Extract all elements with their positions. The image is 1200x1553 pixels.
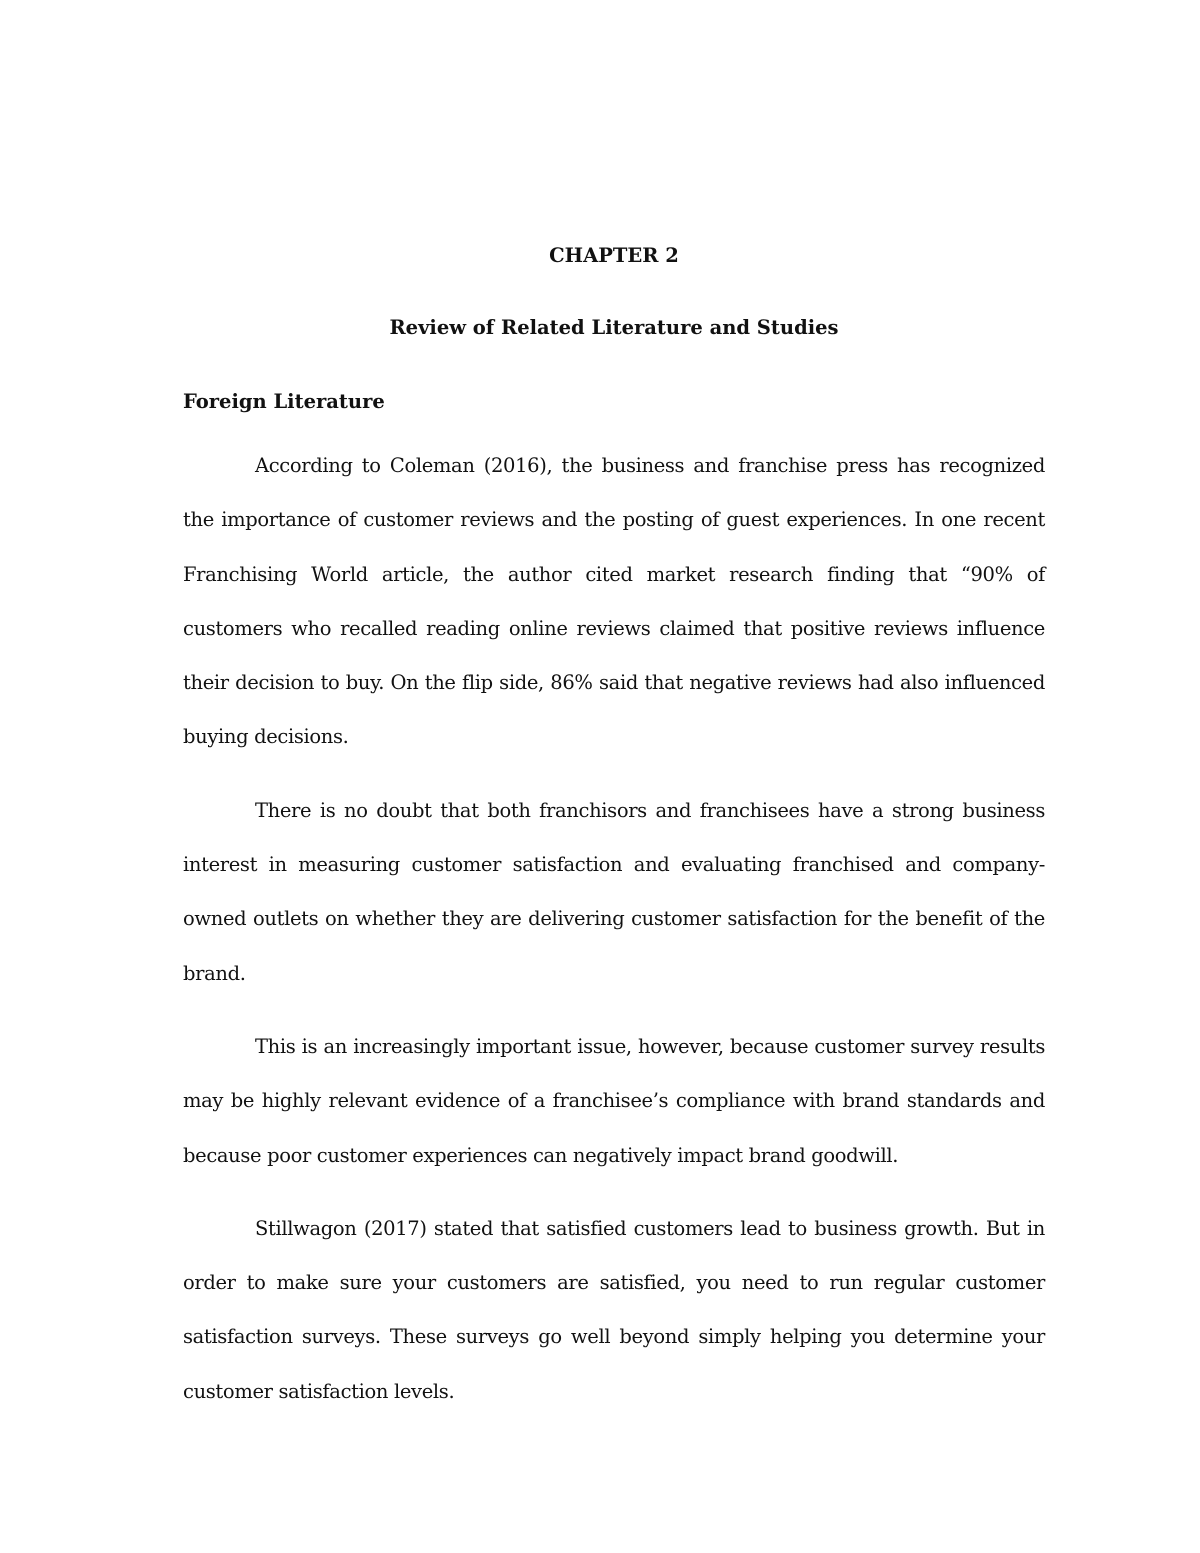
paragraph: According to Coleman (2016), the business and franchise press has recognized the importance of customer reviews and the posting of guest experiences. In one recent Franchising World article, the author cited market research finding that “90% of customers who recalled reading online reviews claimed that positive reviews influence their decision to buy. On the flip side, 86% said that negative reviews had also influenced buying decisions. — [183, 454, 1045, 749]
page-content — [183, 238, 1045, 1419]
paragraph: There is no doubt that both franchisors and franchisees have a strong business interest in measuring customer satisfaction and evaluating franchised and company-owned outlets on whether they are delivering customer satisfaction for the benefit of the brand. — [183, 798, 1045, 985]
paragraph: Stillwagon (2017) stated that satisfied customers lead to business growth. But in order to make sure your customers are satisfied, you need to run regular customer satisfaction surveys. These surveys go well beyond simply helping you determine your customer satisfaction levels. — [183, 1216, 1045, 1403]
chapter-title: Review of Related Literature and Studies — [389, 316, 839, 339]
chapter-heading: CHAPTER 2 — [549, 244, 679, 267]
section-heading: Foreign Literature — [183, 390, 385, 413]
paragraph: This is an increasingly important issue, however, because customer survey results may be highly relevant evidence of a franchisee’s compliance with brand standards and because poor customer experiences can negatively impact brand goodwill. — [183, 1034, 1045, 1167]
